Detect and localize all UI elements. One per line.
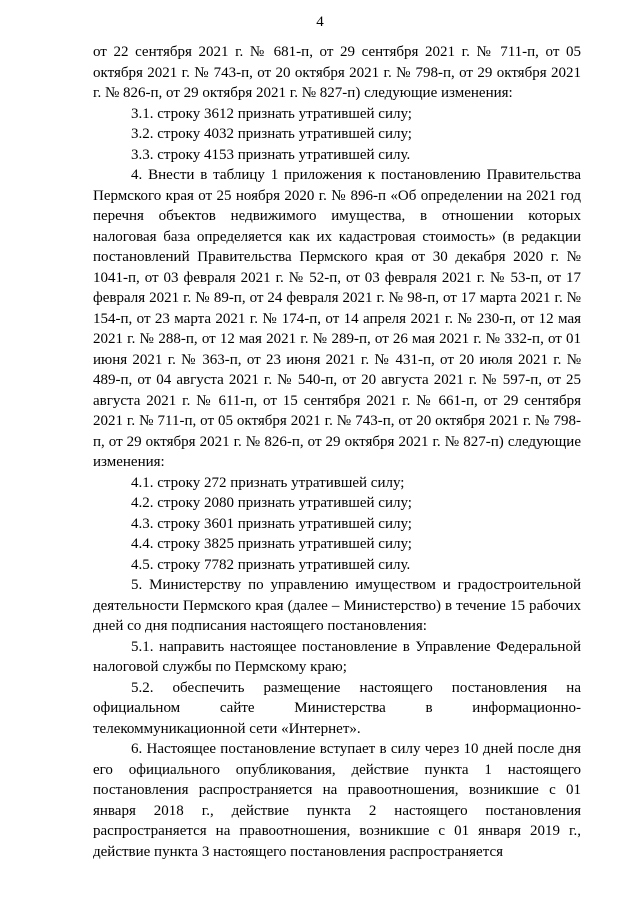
paragraph-5-1: 5.1. направить настоящее постановление в Управление Федеральной налоговой службы по Пермскому краю;: [93, 638, 581, 675]
paragraph-5-2: 5.2. обеспечить размещение настоящего постановления на официальном сайте Министерства в информационно-телекоммуникационной сети «Интернет».: [93, 679, 581, 737]
paragraph-4: 4. Внести в таблицу 1 приложения к постановлению Правительства Пермского края от 25 ноября 2020 г. № 896-п «Об определении на 2021 год перечня объектов недвижимого имущества, в отношении которых налоговая база определяется как их кадастровая стоимость» (в редакции постановлений Правительства Пермского края от 30 декабря 2020 г. № 1041-п, от 03 февраля 2021 г. № 52-п, от 03 февраля 2021 г. № 53-п, от 17 февраля 2021 г. № 89-п, от 24 февраля 2021 г. № 98-п, от 17 марта 2021 г. № 154-п, от 23 марта 2021 г. № 174-п, от 14 апреля 2021 г. № 230-п, от 12 мая 2021 г. № 288-п, от 12 мая 2021 г. № 289-п, от 26 мая 2021 г. № 332-п, от 01 июня 2021 г. № 363-п, от 23 июня 2021 г. № 431-п, от 20 июля 2021 г. № 489-п, от 04 августа 2021 г. № 540-п, от 20 августа 2021 г. № 597-п, от 25 августа 2021 г. № 611-п, от 15 сентября 2021 г. № 661-п, от 29 сентября 2021 г. № 711-п, от 05 октября 2021 г. № 743-п, от 20 октября 2021 г. № 798-п, от 29 октября 2021 г. № 826-п, от 29 октября 2021 г. № 827-п) следующие изменения:: [93, 167, 581, 470]
paragraph-6: 6. Настоящее постановление вступает в силу через 10 дней после дня его официального опубликования, действие пункта 1 настоящего постановления распространяется на правоотношения, возникшие с 01 января 2018 г., действие пункта 2 настоящего постановления распространяется на правоотношения, возникшие с 01 января 2019 г., действие пункта 3 настоящего постановления распространяется: [93, 741, 581, 860]
paragraph-5: 5. Министерству по управлению имуществом и градостроительной деятельности Пермского края (далее – Министерство) в течение 15 рабочих дней со дня подписания настоящего постановления:: [93, 577, 581, 634]
paragraph-continuation: от 22 сентября 2021 г. № 681-п, от 29 сентября 2021 г. № 711-п, от 05 октября 2021 г. № 743-п, от 20 октября 2021 г. № 798-п, от 29 октября 2021 г. № 826-п, от 29 октября 2021 г. № 827-п) следующие изменения:: [93, 44, 581, 101]
paragraph-3-3: 3.3. строку 4153 признать утратившей силу.: [131, 146, 411, 163]
paragraph-4-1: 4.1. строку 272 признать утратившей силу;: [131, 474, 405, 491]
document-body: [93, 42, 581, 862]
paragraph-4-3: 4.3. строку 3601 признать утратившей силу;: [131, 515, 412, 532]
paragraph-4-5: 4.5. строку 7782 признать утратившей силу.: [131, 556, 411, 573]
paragraph-4-2: 4.2. строку 2080 признать утратившей силу;: [131, 495, 412, 511]
page-number: 4: [316, 14, 324, 30]
paragraph-3-2: 3.2. строку 4032 признать утратившей силу;: [131, 126, 412, 142]
paragraph-3-1: 3.1. строку 3612 признать утратившей силу;: [131, 105, 412, 122]
paragraph-4-4: 4.4. строку 3825 признать утратившей силу;: [131, 536, 412, 552]
